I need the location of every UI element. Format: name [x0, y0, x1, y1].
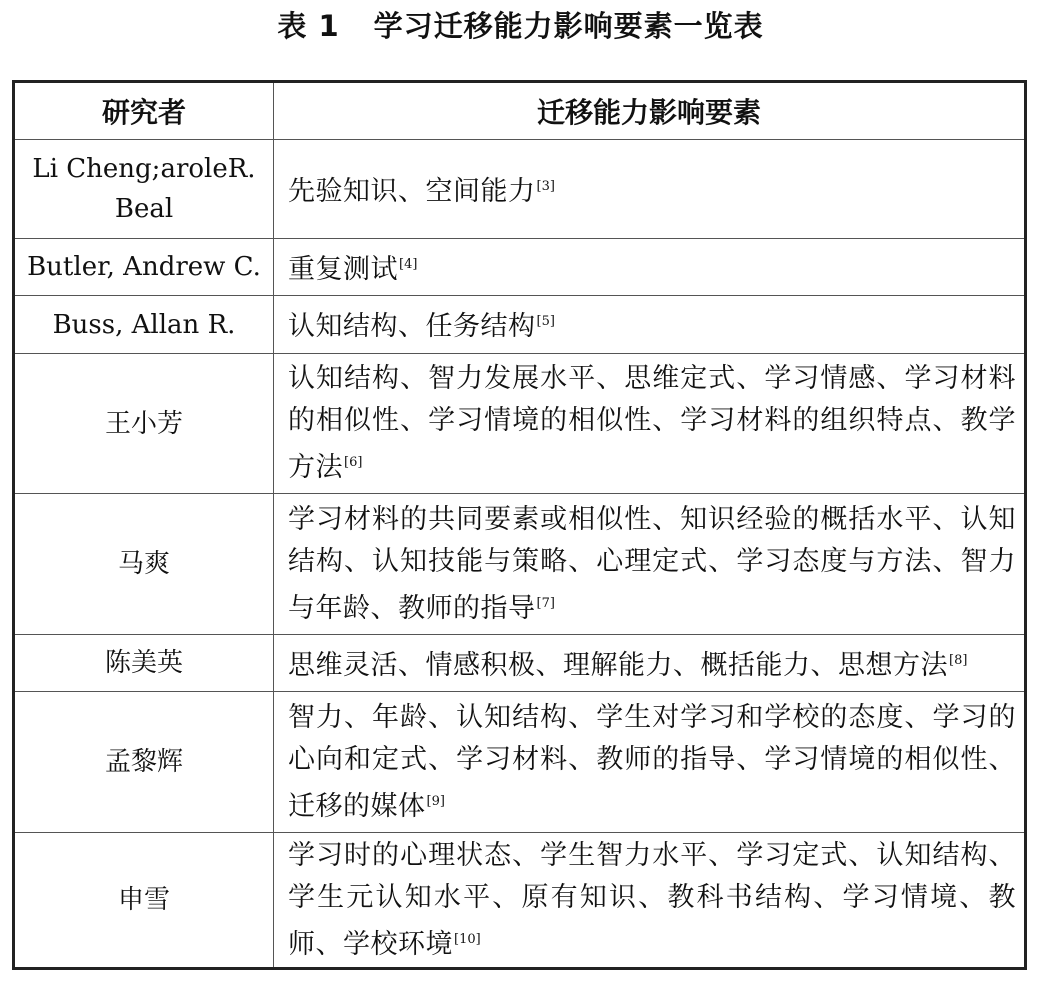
researcher-cell: Li Cheng;aroleR. Beal: [14, 140, 274, 239]
table-title: 学习迁移能力影响要素一览表: [373, 9, 764, 43]
factors-cell: [274, 833, 1026, 969]
table-row: [14, 635, 1026, 692]
citation-ref: [6]: [344, 455, 363, 470]
factors-cell: [274, 692, 1026, 833]
researcher-cell: 马爽: [14, 494, 274, 635]
citation-ref: [3]: [536, 178, 555, 194]
factors-text: 学习时的心理状态、学生智力水平、学习定式、认知结构、学生元认知水平、原有知识、教科书结构、学习情境、教师、学校环境: [288, 839, 1016, 960]
factors-table: [12, 80, 1027, 970]
researcher-cell: 王小芳: [14, 354, 274, 494]
table-number: 表 1: [277, 9, 340, 43]
factors-cell: [274, 635, 1026, 692]
table-caption: [0, 4, 1041, 48]
table-row: [14, 833, 1026, 969]
citation-ref: [8]: [949, 652, 968, 668]
table-row: [14, 140, 1026, 239]
factors-cell: [274, 239, 1026, 296]
researcher-cell: 申雪: [14, 833, 274, 969]
citation-ref: [5]: [536, 314, 555, 329]
researcher-cell: 孟黎辉: [14, 692, 274, 833]
table-body: [14, 140, 1026, 969]
factors-text: 重复测试: [288, 253, 398, 285]
citation-ref: [7]: [536, 595, 555, 611]
factors-text: 学习材料的共同要素或相似性、知识经验的概括水平、认知结构、认知技能与策略、心理定式、学习态度与方法、智力与年龄、教师的指导: [288, 503, 1016, 624]
researcher-cell: 陈美英: [14, 635, 274, 692]
researcher-cell: Buss, Allan R.: [14, 296, 274, 354]
factors-cell: [274, 140, 1026, 239]
citation-ref: [9]: [426, 793, 445, 809]
header-researcher: 研究者: [14, 82, 274, 140]
factors-cell: [274, 494, 1026, 635]
factors-text: 思维灵活、情感积极、理解能力、概括能力、思想方法: [288, 649, 948, 681]
researcher-cell: Butler, Andrew C.: [14, 239, 274, 296]
table-row: [14, 239, 1026, 296]
table-row: [14, 494, 1026, 635]
factors-text: 认知结构、任务结构: [288, 311, 536, 342]
factors-text: 认知结构、智力发展水平、思维定式、学习情感、学习材料的相似性、学习情境的相似性、学习材料的组织特点、教学方法: [288, 363, 1016, 483]
table-row: [14, 296, 1026, 354]
factors-text: 智力、年龄、认知结构、学生对学习和学校的态度、学习的心向和定式、学习材料、教师的指导、学习情境的相似性、迁移的媒体: [288, 701, 1016, 822]
factors-text: 先验知识、空间能力: [288, 175, 536, 207]
factors-cell: [274, 354, 1026, 494]
citation-ref: [4]: [399, 256, 418, 272]
table-row: [14, 692, 1026, 833]
citation-ref: [10]: [454, 931, 481, 947]
table-row: [14, 354, 1026, 494]
factors-cell: [274, 296, 1026, 354]
header-row: [14, 82, 1026, 140]
header-factors: 迁移能力影响要素: [274, 82, 1026, 140]
